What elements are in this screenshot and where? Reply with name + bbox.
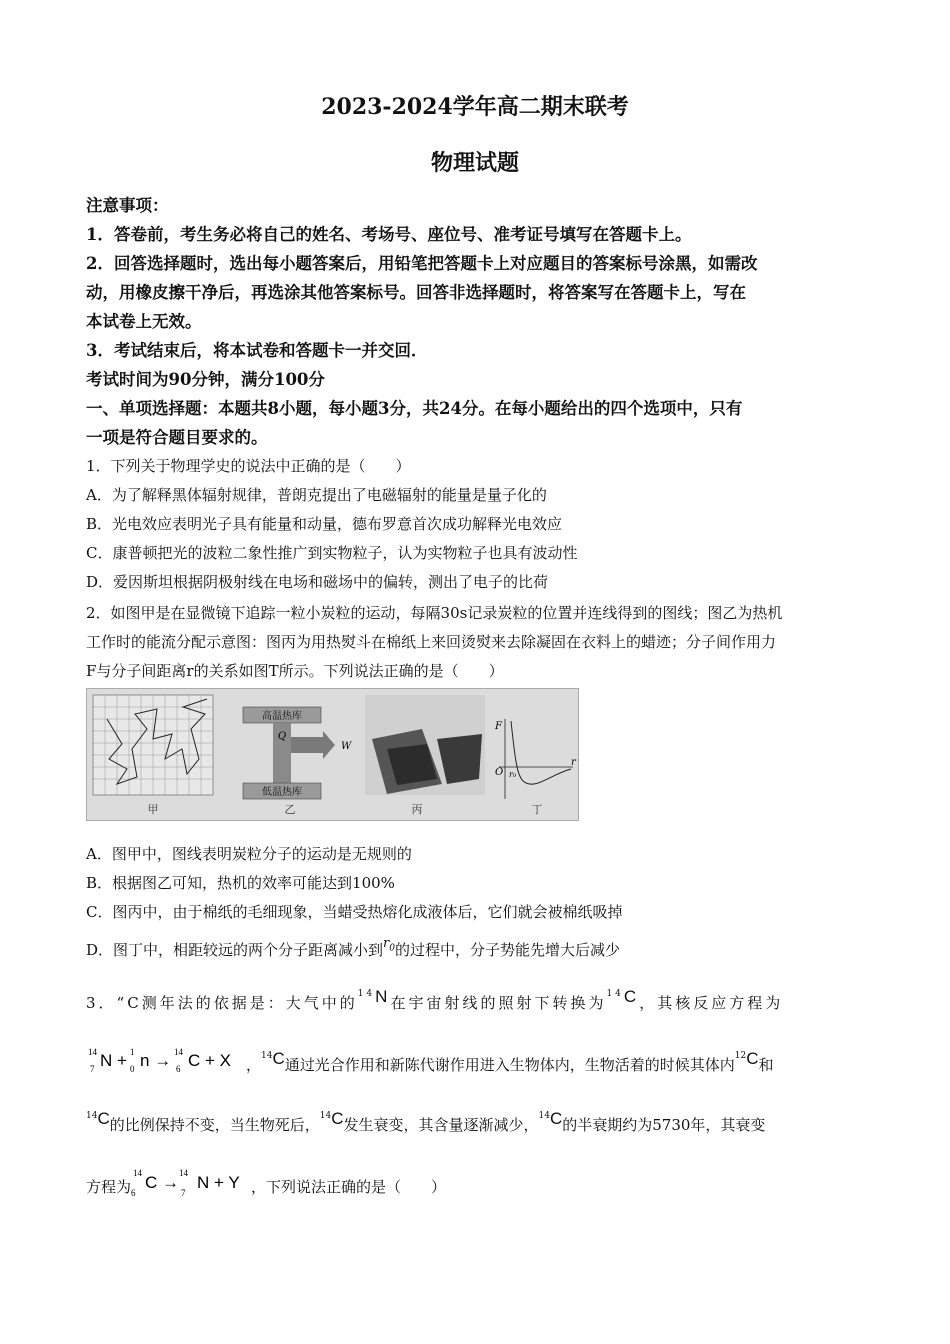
decay-equation [131, 1168, 251, 1200]
eq2-n-charge: 7 [181, 1188, 186, 1198]
q2-option-b: B．根据图乙可知，热机的效率可能达到100% [86, 874, 395, 892]
r0-symbol-r: r [383, 936, 390, 951]
q1-option-c: C．康普顿把光的波粒二象性推广到实物粒子，认为实物粒子也具有波动性 [86, 544, 578, 562]
figure-yi [243, 707, 352, 816]
eq2-c-charge: 6 [131, 1188, 136, 1198]
q1-stem: 1．下列关于物理学史的说法中正确的是（ ） [86, 457, 411, 475]
heat-q-label: Q [277, 731, 287, 742]
q3-line1 [86, 986, 864, 1018]
eq1-body: N + [100, 1051, 127, 1070]
exam-time: 考试时间为90分钟，满分100分 [86, 370, 325, 389]
eq2-body-2: N + Y [197, 1173, 240, 1192]
q1-option-a: A．为了解释黑体辐射规律，普朗克提出了电磁辐射的能量是量子化的 [86, 486, 547, 504]
r0-symbol [383, 936, 395, 954]
eq1-c-charge: 6 [176, 1064, 181, 1074]
q2-figure [86, 688, 579, 821]
q2-option-d [86, 936, 864, 972]
exam-title: 2023-2024学年高二期末联考 [321, 94, 629, 120]
c14-mass-2: 14 [261, 1051, 273, 1061]
q1-option-d: D．爱因斯坦根据阴极射线在电场和磁场中的偏转，测出了电子的比荷 [86, 573, 549, 591]
q3-line2-text-a: ， [246, 1056, 262, 1074]
axis-origin-label: O [495, 767, 504, 778]
q3-line4 [86, 1168, 864, 1202]
notice-item-2-line3: 本试卷上无效。 [86, 312, 202, 331]
q3-line2 [86, 1044, 864, 1080]
c12-mass: 12 [734, 1051, 747, 1061]
notice-heading: 注意事项： [86, 196, 169, 215]
c14-mass-3: 14 [86, 1111, 98, 1121]
q2-option-d-prefix: D．图丁中，相距较远的两个分子距离减小到 [86, 941, 384, 959]
c14-mass: 14 [606, 989, 624, 999]
notice-item-3: 3．考试结束后，将本试卷和答题卡一并交回． [86, 341, 428, 360]
figure-label-bing: 丙 [411, 803, 423, 816]
section-1-line1: 一、单项选择题：本题共8小题，每小题3分，共24分。在每小题给出的四个选项中，只有 [86, 399, 743, 418]
c14-symbol-2: C [272, 1049, 285, 1068]
q3-line1-text-c: ，其核反应方程为 [639, 994, 784, 1012]
eq1-neutron-mass: 1 [130, 1047, 135, 1057]
eq2-n-mass: 14 [179, 1168, 189, 1178]
notice-item-1: 1．答卷前，考生务必将自己的姓名、考场号、座位号、准考证号填写在答题卡上。 [86, 225, 692, 244]
q3-line4-text-b: ，下列说法正确的是（ ） [251, 1178, 447, 1196]
figure-jia [93, 695, 213, 816]
q3-line2-text-c: 和 [758, 1056, 774, 1074]
q2-figure-svg [87, 689, 578, 820]
eq1-n-mass: 14 [88, 1047, 97, 1057]
r0-symbol-sub: 0 [389, 943, 395, 954]
q2-stem-line2: 工作时的能流分配示意图：图丙为用热熨斗在棉纸上来回烫熨来去除凝固在衣料上的蜡迹；分子间作用力 [86, 633, 777, 651]
eq1-n-charge: 7 [90, 1064, 95, 1074]
eq1-c-mass: 14 [174, 1047, 183, 1057]
eq1-body-2: n → [140, 1051, 172, 1070]
n14-symbol: N [375, 987, 391, 1006]
c14-symbol-3: C [97, 1109, 110, 1128]
q2-option-c: C．图丙中，由于棉纸的毛细现象，当蜡受热熔化成液体后，它们就会被棉纸吸掉 [86, 903, 623, 921]
r0-label: r₀ [509, 770, 517, 779]
eq1-body-3: C + X [188, 1051, 231, 1070]
notice-item-2-line1: 2．回答选择题时，选出每小题答案后，用铅笔把答题卡上对应题目的答案标号涂黑，如需改 [86, 254, 758, 273]
q1-option-b: B．光电效应表明光子具有能量和动量，德布罗意首次成功解释光电效应 [86, 515, 563, 533]
q2-stem-line1: 2．如图甲是在显微镜下追踪一粒小炭粒的运动，每隔30s记录炭粒的位置并连线得到的图线；图乙为热机 [86, 604, 783, 622]
q3-line1-text-a: 3．“C测年法的依据是：大气中的 [86, 994, 358, 1012]
axis-r-label: r [571, 757, 576, 768]
q2-option-d-suffix: 的过程中，分子势能先增大后减少 [394, 941, 620, 959]
q3-line3-text-b: 发生衰变，其含量逐渐减少， [343, 1116, 539, 1134]
figure-bing [365, 695, 485, 816]
eq2-c-mass: 14 [133, 1168, 143, 1178]
q2-stem-line3: F与分子间距离r的关系如图T所示。下列说法正确的是（ ） [86, 662, 504, 680]
work-w-label: W [341, 741, 352, 752]
c14-symbol-4: C [331, 1109, 344, 1128]
figure-ding [494, 719, 577, 816]
eq2-body: C → [145, 1173, 180, 1192]
q3-line3-text-c: 的半衰期约为5730年，其衰变 [562, 1116, 766, 1134]
section-1-line2: 一项是符合题目要求的。 [86, 428, 268, 447]
axis-f-label: F [495, 721, 502, 732]
exam-subject: 物理试题 [430, 150, 519, 176]
figure-label-ding: 丁 [531, 803, 543, 816]
c12-symbol: C [746, 1049, 759, 1068]
n14-mass: 14 [357, 989, 376, 999]
q3-line3-text-a: 的比例保持不变，当生物死后， [109, 1116, 320, 1134]
q3-line4-text-a: 方程为 [86, 1178, 132, 1196]
q3-line3 [86, 1108, 864, 1140]
reaction-equation-1 [86, 1044, 246, 1076]
q2-option-a: A．图甲中，图线表明炭粒分子的运动是无规则的 [86, 845, 412, 863]
cold-reservoir-label: 低温热库 [262, 787, 302, 798]
hot-reservoir-label: 高温热库 [262, 711, 302, 722]
figure-label-jia: 甲 [147, 803, 159, 816]
c14-symbol: C [623, 987, 640, 1006]
figure-label-yi: 乙 [284, 803, 296, 816]
c14-symbol-5: C [549, 1109, 563, 1128]
q3-line1-text-b: 在宇宙射线的照射下转换为 [390, 994, 607, 1012]
q3-line2-text-b: 通过光合作用和新陈代谢作用进入生物体内，生物活着的时候其体内 [284, 1056, 735, 1074]
notice-item-2-line2: 动，用橡皮擦干净后，再选涂其他答案标号。回答非选择题时，将答案写在答题卡上，写在 [86, 283, 746, 302]
c14-mass-4: 14 [319, 1111, 332, 1121]
c14-mass-5: 14 [538, 1111, 550, 1121]
eq1-neutron-charge: 0 [130, 1064, 135, 1074]
